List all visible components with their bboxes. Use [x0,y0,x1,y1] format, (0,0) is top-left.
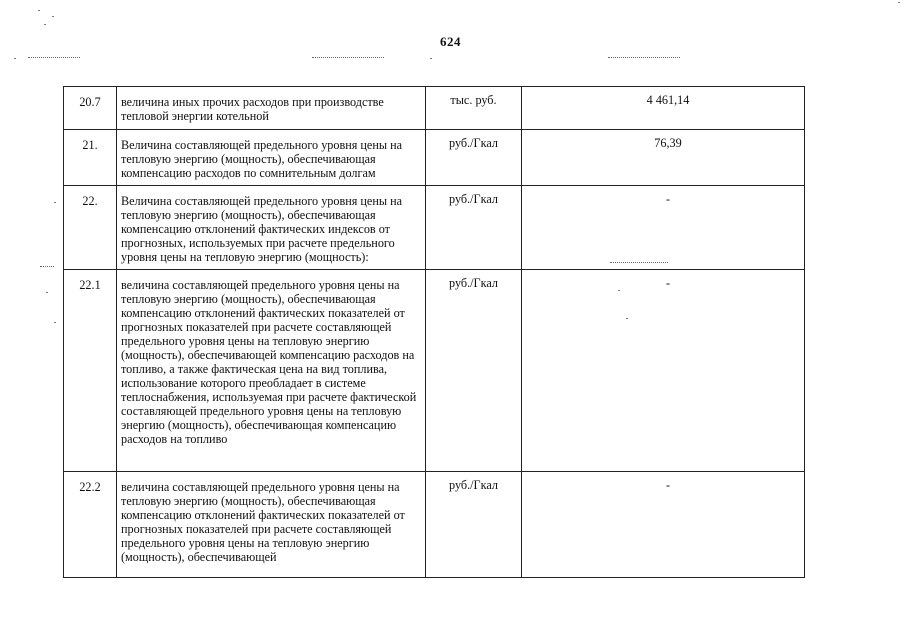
row-number: 21. [64,130,117,186]
row-description: величина составляющей предельного уровня цены на тепловую энергию (мощность), обеспечивающая компенсацию отклонений фактических показателей от прогнозных показателей при расчете составляющей предельного уровня цены на тепловую энергию (мощность), обеспечивающей компенсацию расходов на топливо, а также фактическая цена на вид топлива, использование которого преобладает в системе теплоснабжения, используемая при расчете фактической составляющей предельного уровня цены на тепловую энергию (мощность), обеспечивающая компенсацию расходов на топливо [117,270,426,472]
scan-speck [14,58,16,59]
table-row [64,270,805,472]
row-description: величина иных прочих расходов при производстве тепловой энергии котельной [117,87,426,130]
row-value-text: - [665,276,671,290]
row-value-text: - [665,192,671,206]
row-value [522,87,805,130]
row-value-text: - [665,478,671,492]
scan-speck [38,10,40,11]
table-row [64,186,805,270]
row-value-text: 76,39 [654,136,682,150]
row-number: 20.7 [64,87,117,130]
scan-artifact [312,57,384,58]
scan-artifact [608,57,680,58]
row-number: 22.1 [64,270,117,472]
row-unit: руб./Гкал [426,186,522,270]
scan-speck [54,322,56,323]
scan-artifact [28,57,80,58]
row-description: Величина составляющей предельного уровня цены на тепловую энергию (мощность), обеспечивающая компенсацию отклонений фактических индексов от прогнозных, используемых при расчете предельного уровня цены на тепловую энергию (мощность): [117,186,426,270]
page-number: 624 [440,34,461,49]
table-row [64,130,805,186]
scan-speck [430,58,432,59]
row-unit: руб./Гкал [426,270,522,472]
row-value [522,472,805,578]
table-row [64,87,805,130]
scan-artifact [40,266,54,267]
scan-speck [52,16,54,17]
row-value [522,270,805,472]
table-row [64,472,805,578]
scan-speck [46,292,48,293]
row-number: 22.2 [64,472,117,578]
tariff-table [63,86,805,578]
scan-speck [54,202,56,203]
row-unit: руб./Гкал [426,130,522,186]
row-description: величина составляющей предельного уровня цены на тепловую энергию (мощность), обеспечивающая компенсацию отклонений фактических показателей от прогнозных показателей при расчете составляющей предельного уровня цены на тепловую энергию (мощность), обеспечивающей [117,472,426,578]
row-value [522,130,805,186]
row-value [522,186,805,270]
row-unit: руб./Гкал [426,472,522,578]
row-number: 22. [64,186,117,270]
scan-speck [898,2,900,3]
scan-speck [44,24,46,25]
row-description: Величина составляющей предельного уровня цены на тепловую энергию (мощность), обеспечивающая компенсацию расходов по сомнительным долгам [117,130,426,186]
row-unit: тыс. руб. [426,87,522,130]
row-value-text: 4 461,14 [646,93,690,107]
